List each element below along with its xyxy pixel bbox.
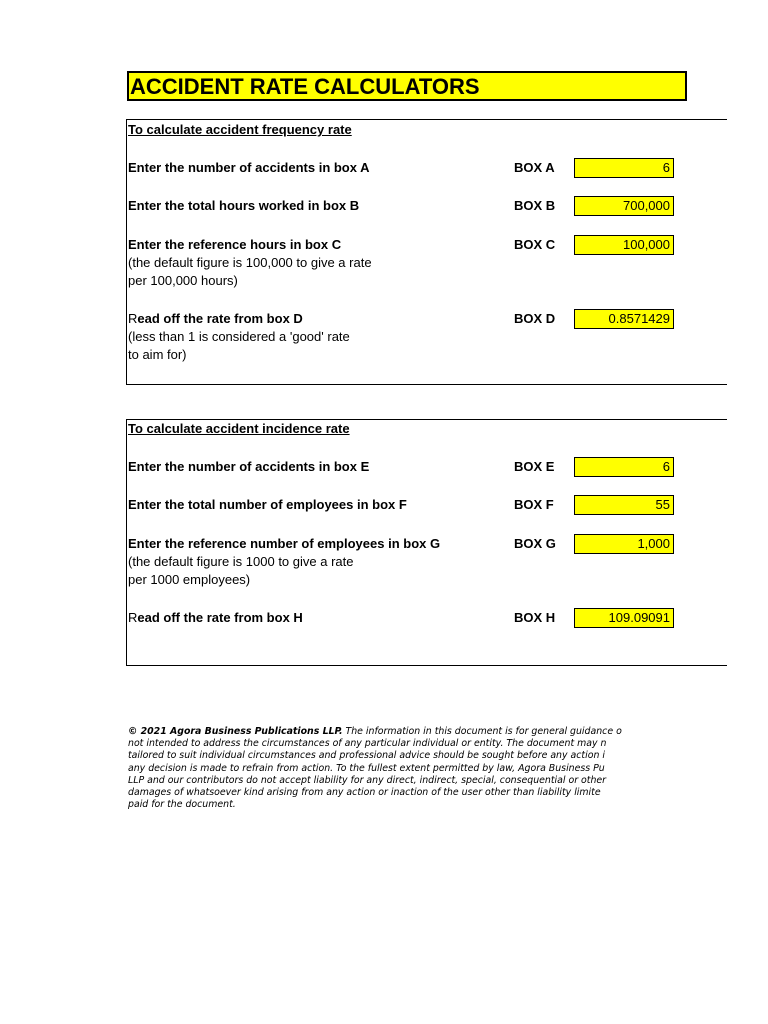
box-c-note-line2: per 100,000 hours) (128, 273, 238, 288)
disclaimer-line-2: not intended to address the circumstances of any particular individual or entity. The document may n (128, 738, 607, 750)
box-h-label-rest: ead off the rate from box H (137, 610, 303, 625)
box-h-label (128, 609, 303, 627)
box-g-note-line1: (the default figure is 1000 to give a rate (128, 554, 354, 569)
box-c-note-line1: (the default figure is 100,000 to give a rate (128, 255, 372, 270)
box-f-input[interactable]: 55 (574, 495, 674, 515)
box-d-label (128, 310, 303, 328)
copyright-disclaimer (128, 726, 688, 811)
box-e-input[interactable]: 6 (574, 457, 674, 477)
box-b-input[interactable]: 700,000 (574, 196, 674, 216)
box-g-label: Enter the reference number of employees in box G (128, 536, 441, 551)
incidence-rate-panel (126, 419, 727, 666)
disclaimer-line-5: LLP and our contributors do not accept liability for any direct, indirect, special, consequential or other (128, 774, 607, 786)
box-d-note-line1: (less than 1 is considered a 'good' rate (128, 329, 350, 344)
box-h-caption: BOX H (514, 610, 556, 625)
box-d-caption: BOX D (514, 311, 556, 326)
copyright-notice: © 2021 Agora Business Publications LLP. (128, 726, 343, 737)
box-f-label: Enter the total number of employees in box F (128, 497, 407, 512)
box-d-label-initial: R (128, 311, 138, 326)
box-g-note-line2: per 1000 employees) (128, 572, 251, 587)
box-a-input[interactable]: 6 (574, 158, 674, 178)
disclaimer-line-4: any decision is made to refrain from action. To the fullest extent permitted by law, Agora Business Pu (128, 762, 605, 774)
page-title: ACCIDENT RATE CALCULATORS (127, 71, 687, 101)
disclaimer-line-6: damages of whatsoever kind arising from any action or inaction of the user other than liability limite (128, 787, 601, 799)
box-e-label: Enter the number of accidents in box E (128, 459, 370, 474)
box-h-label-initial: R (128, 610, 138, 625)
disclaimer-line-7: paid for the document. (128, 799, 236, 811)
box-c-input[interactable]: 100,000 (574, 235, 674, 255)
box-b-caption: BOX B (514, 198, 556, 213)
box-d-result: 0.8571429 (574, 309, 674, 329)
box-g-input[interactable]: 1,000 (574, 534, 674, 554)
box-d-label-rest: ead off the rate from box D (137, 311, 303, 326)
frequency-heading: To calculate accident frequency rate (128, 122, 352, 137)
box-c-caption: BOX C (514, 237, 556, 252)
box-a-caption: BOX A (514, 160, 555, 175)
box-b-label: Enter the total hours worked in box B (128, 198, 360, 213)
box-a-label: Enter the number of accidents in box A (128, 160, 370, 175)
frequency-rate-panel (126, 119, 727, 385)
box-g-caption: BOX G (514, 536, 556, 551)
box-d-note-line2: to aim for) (128, 347, 187, 362)
disclaimer-line-1: © 2021 Agora Business Publications LLP. The information in this document is for general guidance o (128, 726, 622, 737)
box-e-caption: BOX E (514, 459, 555, 474)
incidence-heading: To calculate accident incidence rate (128, 421, 350, 436)
disclaimer-line-3: tailored to suit individual circumstances and professional advice should be sought before any action i (128, 750, 605, 762)
box-c-label: Enter the reference hours in box C (128, 237, 342, 252)
box-h-result: 109.09091 (574, 608, 674, 628)
box-f-caption: BOX F (514, 497, 554, 512)
